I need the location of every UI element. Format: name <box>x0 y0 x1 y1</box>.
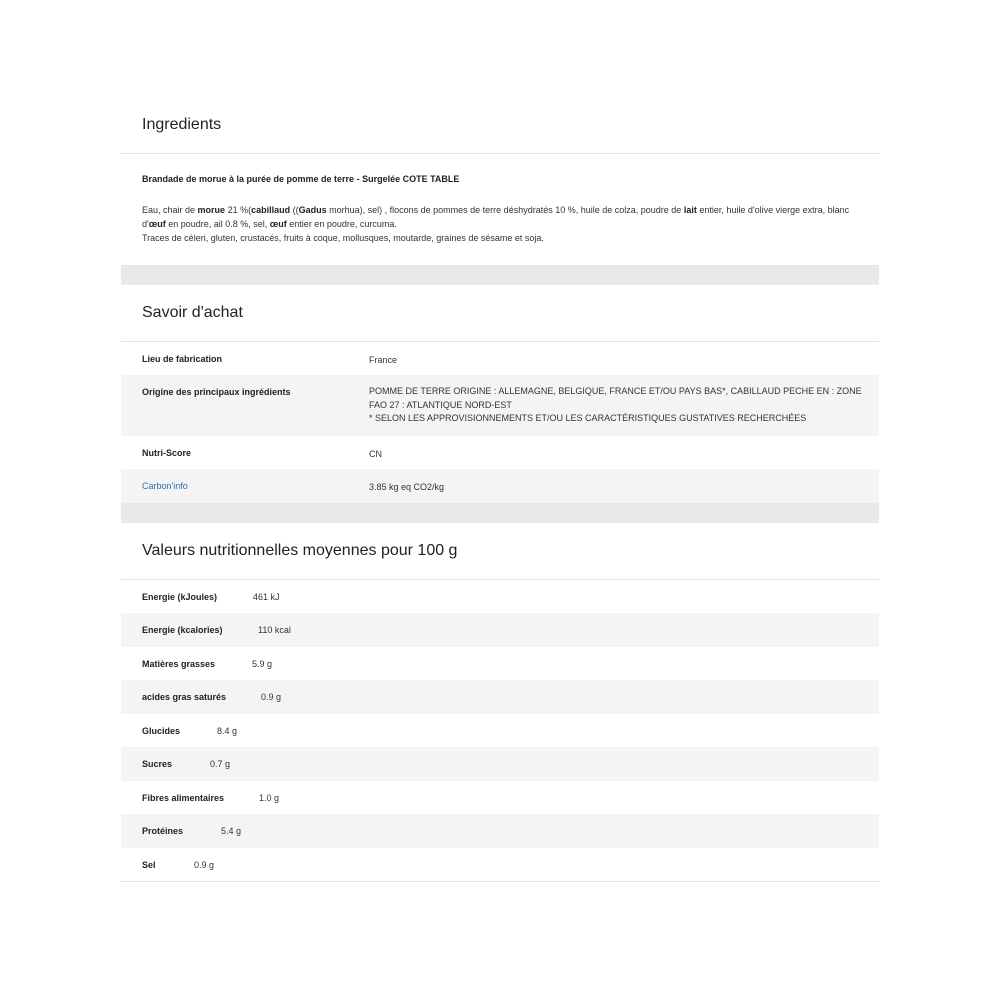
nutrition-label: Energie (kcalories) <box>142 625 223 635</box>
nutrition-label: Matières grasses <box>142 659 216 669</box>
info-row-carbon-info <box>121 469 879 503</box>
nutrition-row <box>121 714 879 748</box>
ingredients-title: Ingredients <box>142 116 222 133</box>
nutrition-label: Sel <box>142 860 156 870</box>
nutrition-row <box>121 580 879 614</box>
allergen-term: lait <box>683 205 697 215</box>
nutrition-label: Glucides <box>142 726 181 736</box>
info-label: Lieu de fabrication <box>142 354 223 364</box>
allergen-term: Gadus <box>298 205 327 215</box>
ingredient-text: entier en poudre, curcuma. <box>286 219 397 229</box>
allergen-term: cabillaud <box>251 205 291 215</box>
allergen-term: œuf <box>269 219 287 229</box>
nutrition-value: 0.9 g <box>194 860 215 870</box>
carbon-info-link[interactable]: Carbon'info <box>142 481 188 491</box>
nutrition-label: Sucres <box>142 759 173 769</box>
ingredients-text <box>142 203 862 245</box>
info-value <box>369 385 869 426</box>
section-separator <box>121 265 879 285</box>
info-label: Nutri-Score <box>142 448 192 458</box>
savoir-achat-title: Savoir d'achat <box>142 304 243 321</box>
nutrition-value: 110 kcal <box>258 625 291 635</box>
nutrition-row <box>121 680 879 714</box>
nutrition-label: Fibres alimentaires <box>142 793 225 803</box>
nutrition-value: 5.9 g <box>252 659 273 669</box>
nutrition-row <box>121 781 879 815</box>
ingredient-text: (( <box>290 205 299 215</box>
info-value: CN <box>369 449 382 459</box>
nutrition-value: 0.9 g <box>261 692 282 702</box>
ingredient-text: 21 %( <box>225 205 252 215</box>
info-value: 3.85 kg eq CO2/kg <box>369 482 445 492</box>
origin-line: POMME DE TERRE ORIGINE : ALLEMAGNE, BELGIQUE, FRANCE ET/OU PAYS BAS*, CABILLAUD PECHE EN : ZONE FAO 27 : ATLANTIQUE NORD-EST <box>369 386 862 410</box>
nutrition-row <box>121 814 879 848</box>
ingredient-text: en poudre, ail 0.8 %, sel, <box>165 219 270 229</box>
divider <box>121 153 879 154</box>
nutrition-row <box>121 613 879 647</box>
nutrition-value: 8.4 g <box>217 726 238 736</box>
allergen-traces: Traces de céleri, gluten, crustacés, fruits à coque, mollusques, moutarde, graines de sésame et soja. <box>142 233 544 243</box>
section-separator <box>121 503 879 523</box>
info-value: France <box>369 355 398 365</box>
allergen-term: œuf <box>148 219 166 229</box>
info-row-lieu-fabrication <box>121 342 879 375</box>
ingredient-text: Eau, chair de <box>142 205 198 215</box>
info-row-origine <box>121 375 879 436</box>
nutrition-label: acides gras saturés <box>142 692 227 702</box>
product-name: Brandade de morue à la purée de pomme de terre - Surgelée COTE TABLE <box>142 174 460 184</box>
nutrition-value: 0.7 g <box>210 759 231 769</box>
info-label: Origine des principaux ingrédients <box>142 387 291 397</box>
nutrition-label: Energie (kJoules) <box>142 592 218 602</box>
nutrition-title: Valeurs nutritionnelles moyennes pour 100 g <box>142 542 458 559</box>
nutrition-row <box>121 747 879 781</box>
allergen-term: morue <box>197 205 226 215</box>
info-row-nutri-score <box>121 436 879 469</box>
nutrition-row <box>121 647 879 681</box>
nutrition-value: 1.0 g <box>259 793 280 803</box>
nutrition-value: 5.4 g <box>221 826 242 836</box>
nutrition-label: Protéines <box>142 826 184 836</box>
nutrition-row <box>121 848 879 882</box>
origin-note: * SELON LES APPROVISIONNEMENTS ET/OU LES CARACTÉRISTIQUES GUSTATIVES RECHERCHÉES <box>369 413 807 423</box>
ingredient-text: morhua), sel) , flocons de pommes de terre déshydratés 10 %, huile de colza, poudre de <box>326 205 684 215</box>
ingredient-text: entier, huile d'olive vierge extra, blanc d' <box>142 205 850 229</box>
nutrition-value: 461 kJ <box>253 592 280 602</box>
ingredients-list <box>142 205 849 229</box>
divider <box>121 881 879 882</box>
